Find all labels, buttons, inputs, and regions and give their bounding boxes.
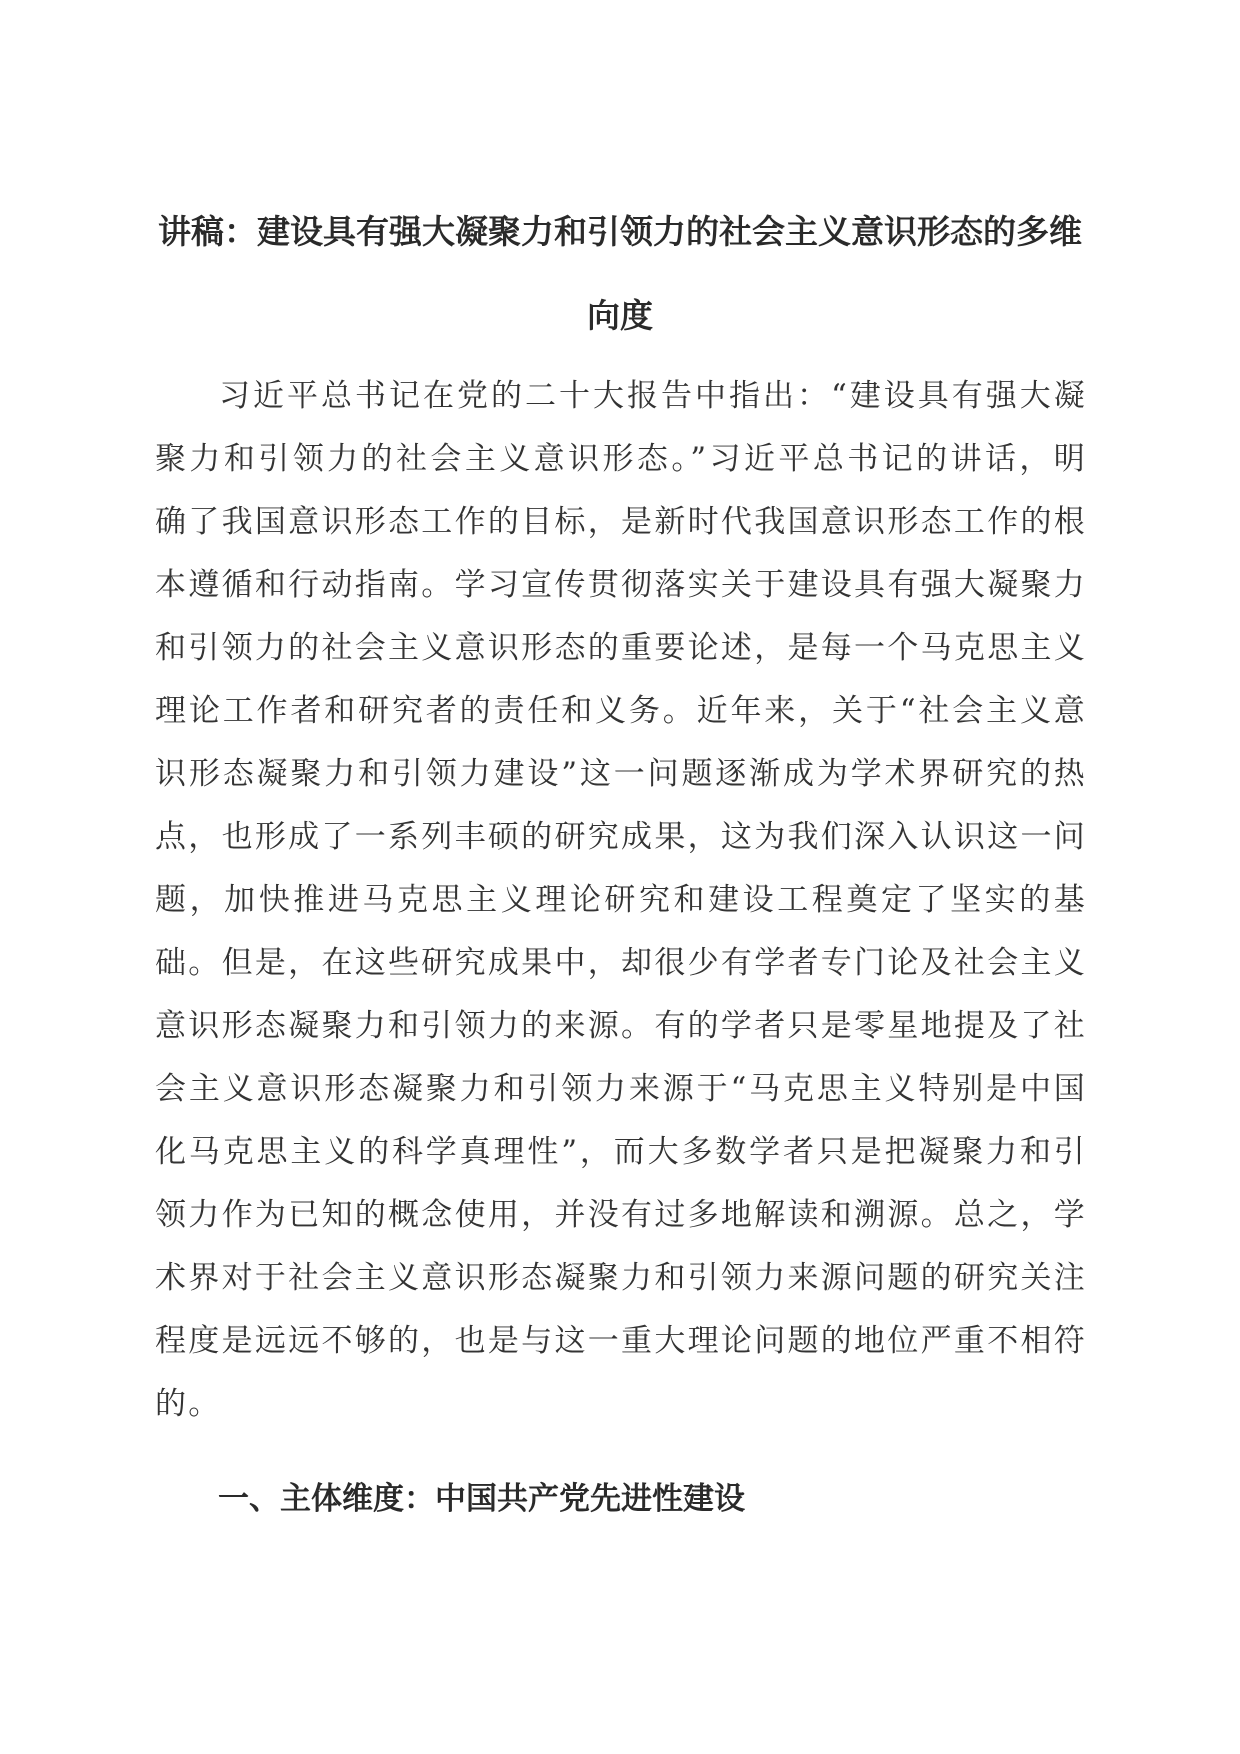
body-paragraph: 习近平总书记在党的二十大报告中指出：“建设具有强大凝聚力和引领力的社会主义意识形态。”习近平总书记的讲话，明确了我国意识形态工作的目标，是新时代我国意识形态工作的根本遵循和行动指南。学习宣传贯彻落实关于建设具有强大凝聚力和引领力的社会主义意识形态的重要论述，是每一个马克思主义理论工作者和研究者的责任和义务。近年来，关于“社会主义意识形态凝聚力和引领力建设”这一问题逐渐成为学术界研究的热点，也形成了一系列丰硕的研究成果，这为我们深入认识这一问题，加快推进马克思主义理论研究和建设工程奠定了坚实的基础。但是，在这些研究成果中，却很少有学者专门论及社会主义意识形态凝聚力和引领力的来源。有的学者只是零星地提及了社会主义意识形态凝聚力和引领力来源于“马克思主义特别是中国化马克思主义的科学真理性”，而大多数学者只是把凝聚力和引领力作为已知的概念使用，并没有过多地解读和溯源。总之，学术界对于社会主义意识形态凝聚力和引领力来源问题的研究关注程度是远远不够的，也是与这一重大理论问题的地位严重不相符的。 — [155, 378, 1087, 1422]
document-title: 讲稿：建设具有强大凝聚力和引领力的社会主义意识形态的多维向度 — [158, 212, 1082, 335]
section-heading: 一、主体维度：中国共产党先进性建设 — [218, 1481, 745, 1517]
